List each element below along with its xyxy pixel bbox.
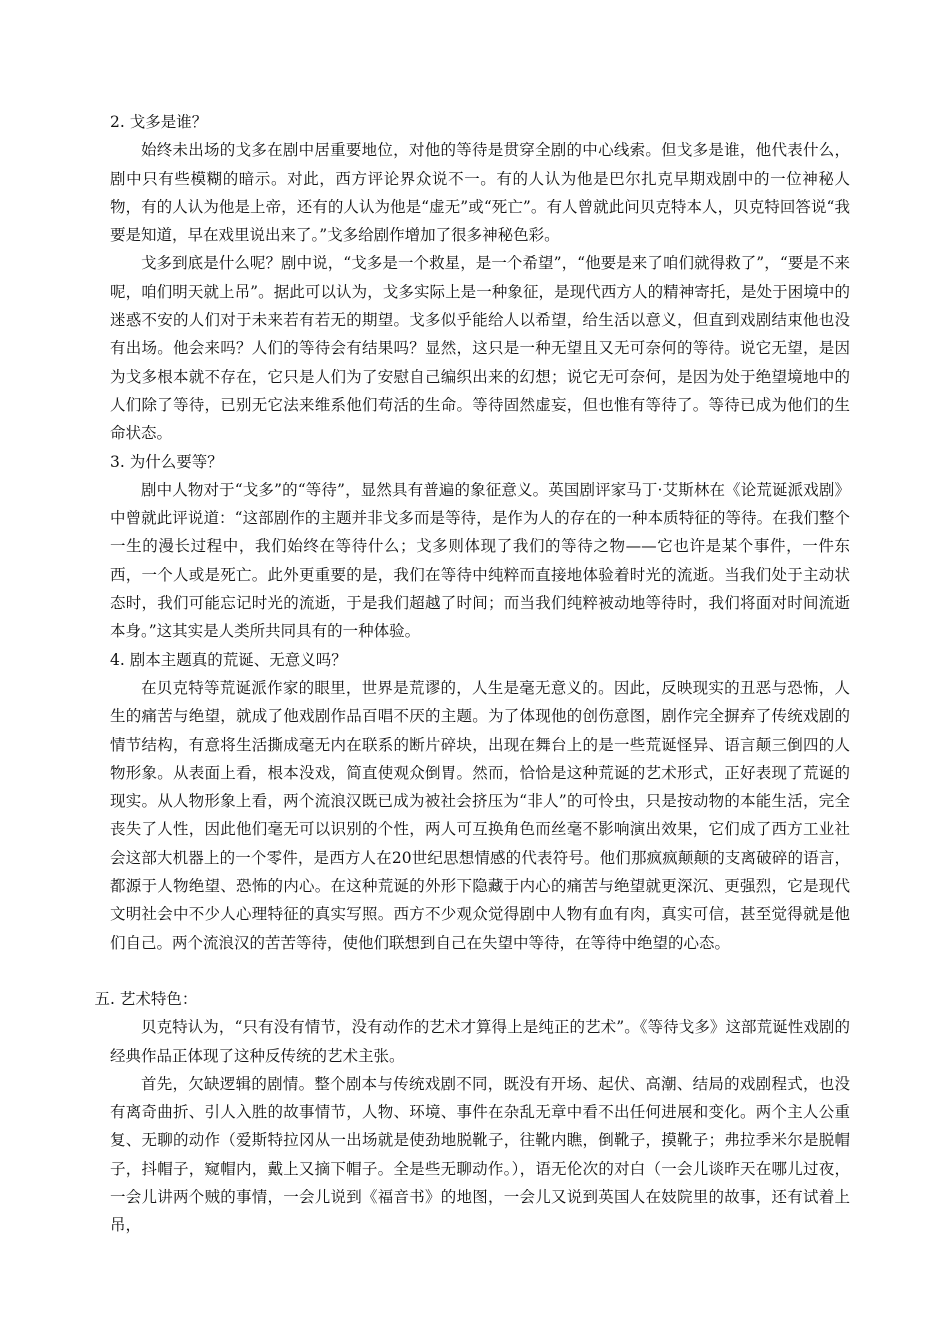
paragraph: 首先，欠缺逻辑的剧情。整个剧本与传统戏剧不同，既没有开场、起伏、高潮、结局的戏剧程式，也没有离奇曲折、引人入胜的故事情节，人物、环境、事件在杂乱无章中看不出任何进展和变化。两个主人公重复、无聊的动作（爱斯特拉冈从一出场就是使劲地脱靴子，往靴内瞧，倒靴子，摸靴子；弗拉季米尔是脱帽子，抖帽子，窥帽内，戴上又摘下帽子。全是些无聊动作。），语无伦次的对白（一会儿谈昨天在哪儿过夜，一会儿讲两个贼的事情，一会儿说到《福音书》的地图，一会儿又说到英国人在妓院里的故事，还有试着上吊，: [110, 1074, 850, 1235]
section-heading-q3: 3. 为什么要等？: [110, 452, 223, 471]
paragraph: 剧中人物对于“戈多”的“等待”，显然具有普遍的象征意义。英国剧评家马丁·艾斯林在《论荒诞派戏剧》中曾就此评说道：“这部剧作的主题并非戈多而是等待，是作为人的存在的一种本质特征的等待。在我们整个一生的漫长过程中，我们始终在等待什么；戈多则体现了我们的等待之物——它也许是某个事件，一件东西，一个人或是死亡。此外更重要的是，我们在等待中纯粹而直接地体验着时光的流逝。当我们处于主动状态时，我们可能忘记时光的流逝，于是我们超越了时间；而当我们纯粹被动地等待时，我们将面对时间流逝本身。”这其实是人类所共同具有的一种体验。: [110, 480, 850, 641]
paragraph: 在贝克特等荒诞派作家的眼里，世界是荒谬的，人生是毫无意义的。因此，反映现实的丑恶与恐怖，人生的痛苦与绝望，就成了他戏剧作品百唱不厌的主题。为了体现他的创伤意图，剧作完全摒弃了传统戏剧的情节结构，有意将生活撕成毫无内在联系的断片碎块，出现在舞台上的是一些荒诞怪异、语言颠三倒四的人物形象。从表面上看，根本没戏，简直使观众倒胃。然而，恰恰是这种荒诞的艺术形式，正好表现了荒诞的现实。从人物形象上看，两个流浪汉既已成为被社会挤压为“非人”的可怜虫，只是按动物的本能生活，完全丧失了人性，因此他们毫无可以识别的个性，两人可互换角色而丝毫不影响演出效果，它们成了西方工业社会这部大机器上的一个零件，是西方人在20世纪思想情感的代表符号。他们那疯疯颠颠的支离破碎的语言，都源于人物绝望、恐怖的内心。在这种荒诞的外形下隐藏于内心的痛苦与绝望就更深沉、更强烈，它是现代文明社会中不少人心理特征的真实写照。西方不少观众觉得剧中人物有血有肉，真实可信，甚至觉得就是他们自己。两个流浪汉的苦苦等待，使他们联想到自己在失望中等待，在等待中绝望的心态。: [110, 678, 850, 952]
document-page: [94, 108, 850, 1240]
paragraph: 始终未出场的戈多在剧中居重要地位，对他的等待是贯穿全剧的中心线索。但戈多是谁，他代表什么，剧中只有些模糊的暗示。对此，西方评论界众说不一。有的人认为他是巴尔扎克早期戏剧中的一位神秘人物，有的人认为他是上帝，还有的人认为他是“虚无”或“死亡”。有人曾就此问贝克特本人，贝克特回答说“我要是知道，早在戏里说出来了。”戈多给剧作增加了很多神秘色彩。: [110, 141, 850, 245]
paragraph: 贝克特认为，“只有没有情节，没有动作的艺术才算得上是纯正的艺术”。《等待戈多》这部荒诞性戏剧的经典作品正体现了这种反传统的艺术主张。: [110, 1018, 850, 1065]
paragraph: 戈多到底是什么呢？剧中说，“戈多是一个救星，是一个希望”，“他要是来了咱们就得救了”，“要是不来呢，咱们明天就上吊”。据此可以认为，戈多实际上是一种象征，是现代西方人的精神寄托，是处于困境中的迷惑不安的人们对于未来若有若无的期望。戈多似乎能给人以希望，给生活以意义，但直到戏剧结束他也没有出场。他会来吗？人们的等待会有结果吗？显然，这只是一种无望且又无可奈何的等待。说它无望，是因为戈多根本就不存在，它只是人们为了安慰自己编织出来的幻想；说它无可奈何，是因为处于绝望境地中的人们除了等待，已别无它法来维系他们苟活的生命。等待固然虚妄，但也惟有等待了。等待已成为他们的生命状态。: [110, 254, 850, 443]
section-heading-art-features: 五. 艺术特色：: [94, 989, 198, 1008]
section-heading-q4: 4. 剧本主题真的荒诞、无意义吗？: [110, 650, 347, 669]
section-gap: [110, 957, 850, 985]
section-heading-q2: 2. 戈多是谁？: [110, 113, 208, 131]
